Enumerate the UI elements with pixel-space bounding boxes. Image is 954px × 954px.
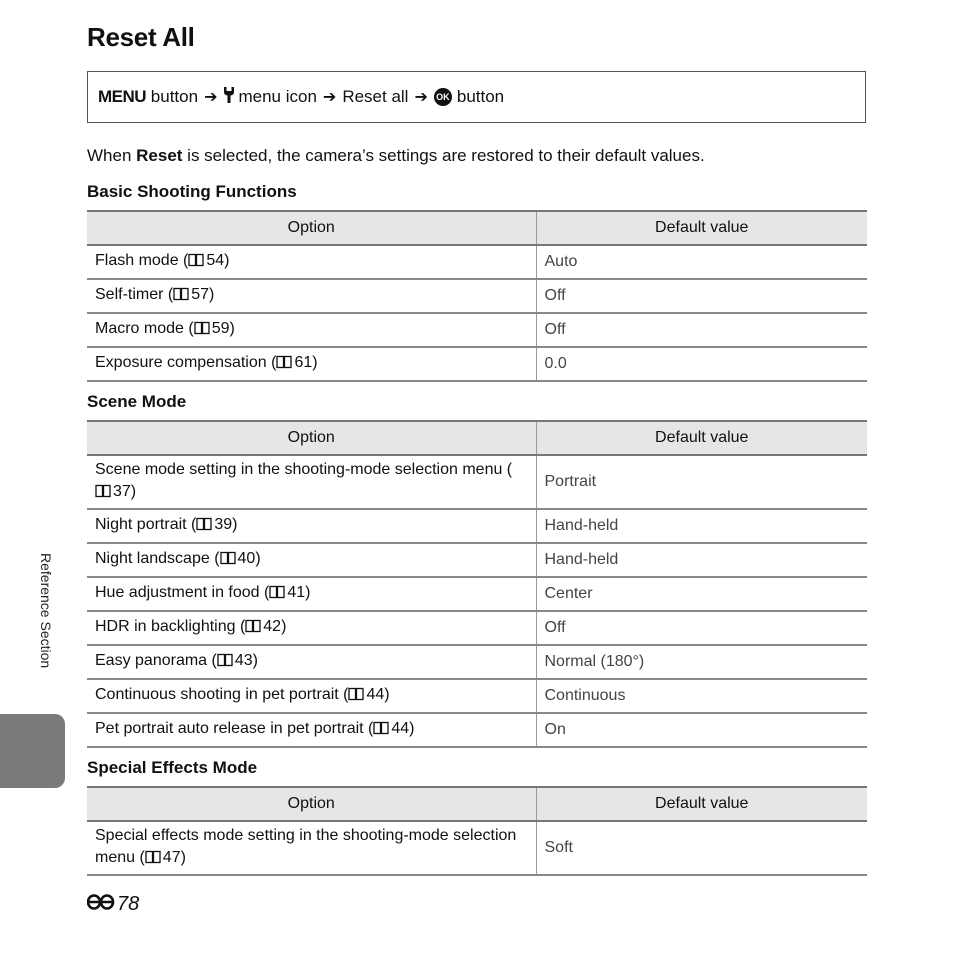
option-label: Macro mode ( bbox=[95, 320, 194, 338]
option-cell bbox=[87, 543, 536, 577]
option-cell bbox=[87, 577, 536, 611]
option-label: Night portrait ( bbox=[95, 516, 197, 534]
page-reference-book-icon bbox=[196, 516, 212, 538]
option-label: HDR in backlighting ( bbox=[95, 618, 246, 636]
option-close-paren: ) bbox=[281, 618, 287, 636]
default-value-cell: Hand-held bbox=[536, 509, 867, 543]
intro-text-before: When bbox=[87, 146, 137, 165]
default-value-cell: Hand-held bbox=[536, 543, 867, 577]
page-reference-number: 41 bbox=[287, 584, 306, 602]
page-reference-book-icon bbox=[145, 849, 161, 871]
table-row bbox=[87, 645, 867, 679]
scene-mode-table bbox=[87, 420, 867, 748]
page-reference-number: 39 bbox=[214, 516, 233, 534]
option-label: Self-timer ( bbox=[95, 286, 174, 304]
option-close-paren: ) bbox=[209, 286, 215, 304]
default-value-cell: Auto bbox=[536, 245, 867, 279]
default-value-cell: 0.0 bbox=[536, 347, 867, 381]
menu-navigation-path bbox=[87, 71, 866, 123]
section-heading-special: Special Effects Mode bbox=[87, 758, 258, 777]
column-header-option: Option bbox=[87, 787, 536, 821]
reference-e-icon bbox=[87, 893, 115, 916]
option-close-paren: ) bbox=[180, 849, 186, 866]
page-reference-number: 44 bbox=[366, 686, 385, 704]
page-reference-number: 59 bbox=[211, 320, 230, 338]
option-close-paren: ) bbox=[312, 354, 318, 372]
table-row bbox=[87, 509, 867, 543]
option-cell bbox=[87, 679, 536, 713]
page-reference-book-icon bbox=[220, 550, 236, 572]
page-reference-book-icon bbox=[95, 483, 111, 505]
menu-button-text: button bbox=[150, 87, 199, 106]
option-cell bbox=[87, 821, 536, 875]
column-header-default: Default value bbox=[536, 787, 867, 821]
page-reference-number: 57 bbox=[191, 286, 210, 304]
default-value-cell: Off bbox=[536, 611, 867, 645]
table-row bbox=[87, 611, 867, 645]
page-reference-number: 44 bbox=[391, 720, 410, 738]
basic-shooting-table bbox=[87, 210, 867, 382]
table-row bbox=[87, 245, 867, 279]
intro-text-after: is selected, the camera’s settings are restored to their default values. bbox=[182, 146, 705, 165]
arrow-icon: ➔ bbox=[414, 89, 428, 106]
option-close-paren: ) bbox=[384, 686, 390, 704]
ok-button-icon: OK bbox=[434, 88, 452, 106]
option-label: Special effects mode setting in the shooting-mode selection menu ( bbox=[95, 827, 517, 866]
page-reference-number: 61 bbox=[294, 354, 313, 372]
table-row bbox=[87, 577, 867, 611]
default-value-cell: On bbox=[536, 713, 867, 747]
table-row bbox=[87, 679, 867, 713]
page-reference-book-icon bbox=[373, 720, 389, 742]
table-row bbox=[87, 455, 867, 509]
table-row bbox=[87, 347, 867, 381]
option-cell bbox=[87, 509, 536, 543]
page-reference-book-icon bbox=[188, 252, 204, 274]
option-label: Hue adjustment in food ( bbox=[95, 584, 270, 602]
default-value-cell: Off bbox=[536, 279, 867, 313]
page-reference-book-icon bbox=[276, 354, 292, 376]
page-reference-number: 40 bbox=[237, 550, 256, 568]
setup-wrench-icon bbox=[223, 86, 235, 109]
option-cell bbox=[87, 347, 536, 381]
column-header-option: Option bbox=[87, 211, 536, 245]
default-value-cell: Center bbox=[536, 577, 867, 611]
special-effects-table bbox=[87, 786, 867, 876]
page-reference-number: 43 bbox=[234, 652, 253, 670]
page-reference-number: 54 bbox=[206, 252, 225, 270]
option-cell bbox=[87, 645, 536, 679]
option-close-paren: ) bbox=[130, 483, 137, 500]
arrow-icon: ➔ bbox=[204, 89, 218, 106]
option-label: Scene mode setting in the shooting-mode selection menu ( bbox=[95, 461, 513, 479]
page-number bbox=[87, 893, 139, 916]
option-label: Continuous shooting in pet portrait ( bbox=[95, 686, 349, 704]
page-reference-number: 37 bbox=[113, 483, 131, 500]
menu-button-icon: MENU bbox=[98, 87, 147, 106]
side-section-label: Reference Section bbox=[38, 553, 54, 669]
option-cell bbox=[87, 455, 536, 509]
intro-bold-reset: Reset bbox=[136, 146, 183, 165]
column-header-default: Default value bbox=[536, 421, 867, 455]
page-title: Reset All bbox=[87, 22, 195, 52]
ok-button-text: button bbox=[456, 87, 505, 106]
option-cell bbox=[87, 313, 536, 347]
reset-all-text: Reset all bbox=[342, 87, 409, 106]
option-label: Easy panorama ( bbox=[95, 652, 217, 670]
page-reference-book-icon bbox=[245, 618, 261, 640]
arrow-icon: ➔ bbox=[322, 89, 337, 106]
option-cell bbox=[87, 611, 536, 645]
option-cell bbox=[87, 245, 536, 279]
table-row bbox=[87, 713, 867, 747]
column-header-option: Option bbox=[87, 421, 536, 455]
option-label: Exposure compensation ( bbox=[95, 354, 277, 372]
default-value-cell: Off bbox=[536, 313, 867, 347]
page-reference-book-icon bbox=[173, 286, 189, 308]
page-reference-number: 47 bbox=[162, 849, 181, 866]
page-number-text: 78 bbox=[117, 893, 140, 915]
page-reference-number: 42 bbox=[263, 618, 282, 636]
table-row bbox=[87, 313, 867, 347]
page-reference-book-icon bbox=[348, 686, 364, 708]
table-row bbox=[87, 543, 867, 577]
option-cell bbox=[87, 713, 536, 747]
page-reference-book-icon bbox=[269, 584, 285, 606]
option-close-paren: ) bbox=[305, 584, 311, 602]
default-value-cell: Normal (180°) bbox=[536, 645, 867, 679]
option-label: Flash mode ( bbox=[95, 252, 189, 270]
default-value-cell: Soft bbox=[536, 821, 867, 875]
page-reference-book-icon bbox=[217, 652, 233, 674]
option-label: Pet portrait auto release in pet portrait ( bbox=[95, 720, 374, 738]
column-header-default: Default value bbox=[536, 211, 867, 245]
option-close-paren: ) bbox=[224, 252, 230, 270]
option-close-paren: ) bbox=[252, 652, 258, 670]
intro-paragraph bbox=[87, 146, 705, 166]
section-heading-scene: Scene Mode bbox=[87, 392, 187, 411]
option-label: Night landscape ( bbox=[95, 550, 220, 568]
setup-menu-text: menu icon bbox=[238, 87, 317, 106]
option-close-paren: ) bbox=[229, 320, 235, 338]
table-row bbox=[87, 821, 867, 875]
default-value-cell: Portrait bbox=[536, 455, 867, 509]
default-value-cell: Continuous bbox=[536, 679, 867, 713]
table-row bbox=[87, 279, 867, 313]
option-cell bbox=[87, 279, 536, 313]
option-close-paren: ) bbox=[255, 550, 261, 568]
section-tab-marker bbox=[0, 714, 65, 788]
section-heading-basic: Basic Shooting Functions bbox=[87, 182, 297, 201]
page-reference-book-icon bbox=[194, 320, 210, 342]
option-close-paren: ) bbox=[232, 516, 238, 534]
option-close-paren: ) bbox=[409, 720, 415, 738]
